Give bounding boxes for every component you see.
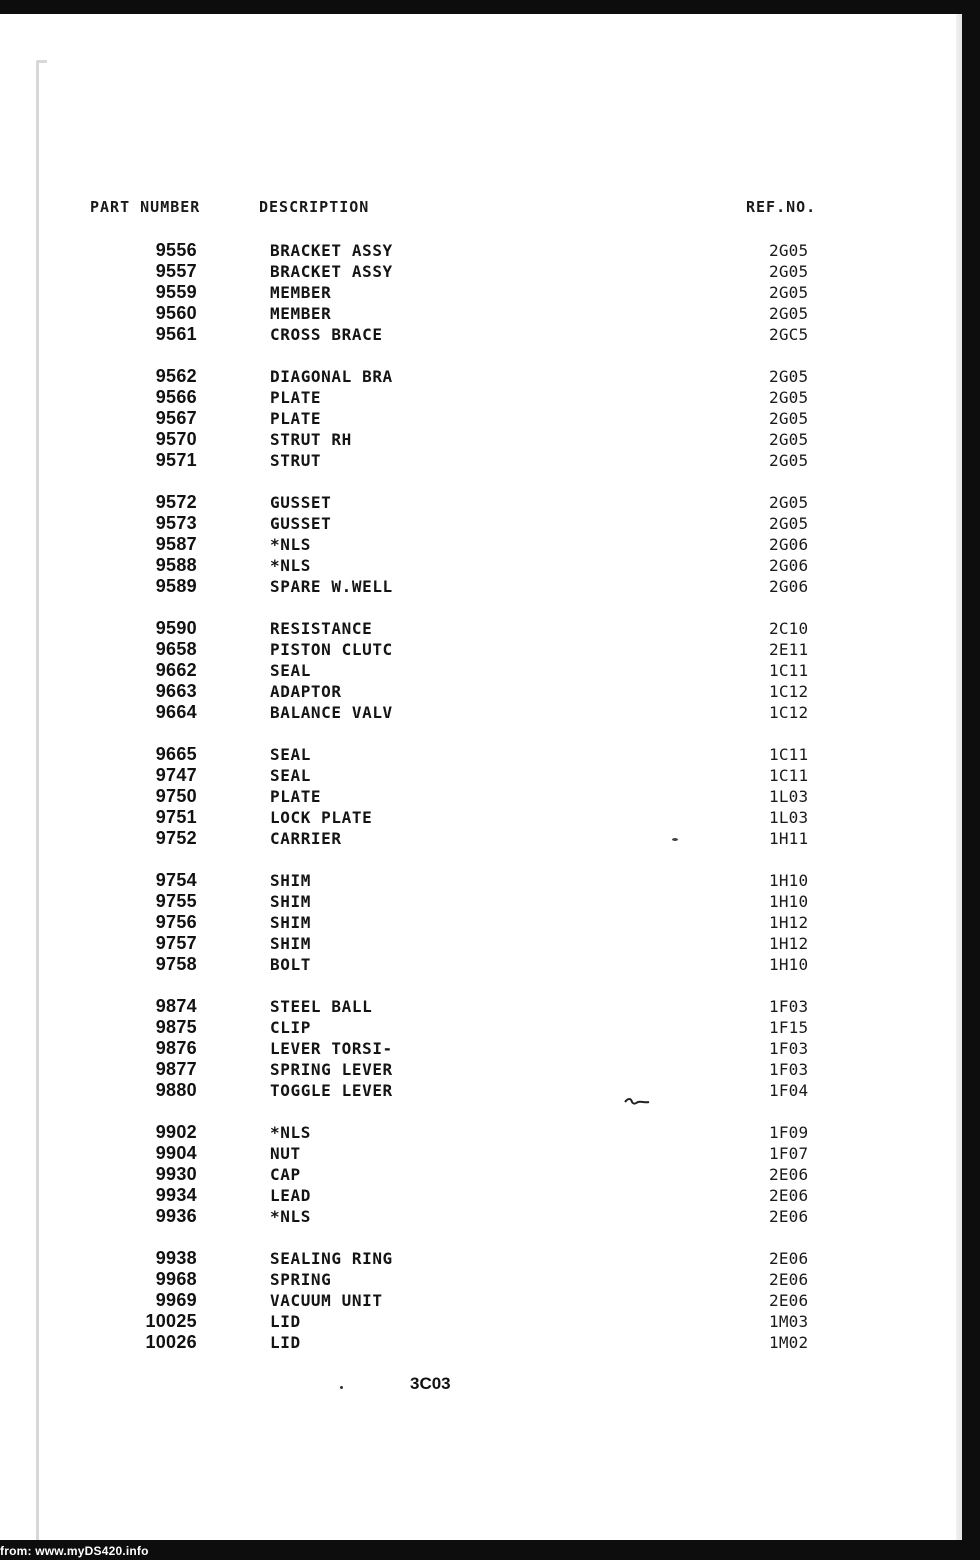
- part-number: 9571: [155, 450, 197, 470]
- part-number: 9567: [155, 408, 197, 428]
- part-description: STEEL BALL: [270, 997, 373, 1016]
- parts-group: [0, 744, 980, 849]
- ref-number: 2E06: [769, 1207, 809, 1226]
- table-row: [0, 681, 980, 702]
- part-description: SHIM: [270, 913, 311, 932]
- parts-list: [0, 240, 980, 1374]
- ref-number: 2C10: [769, 619, 809, 638]
- table-row: [0, 1311, 980, 1332]
- ref-number: 2G06: [769, 556, 809, 575]
- ref-number: 1H10: [769, 871, 809, 890]
- part-number: 9588: [155, 555, 197, 575]
- part-description: GUSSET: [270, 514, 332, 533]
- part-number: 9658: [155, 639, 197, 659]
- column-header-description: DESCRIPTION: [259, 198, 370, 216]
- ref-number: 2G05: [769, 241, 809, 260]
- parts-group: [0, 492, 980, 597]
- table-row: [0, 1017, 980, 1038]
- ref-number: 1L03: [769, 787, 809, 806]
- part-number: 9556: [155, 240, 197, 260]
- part-number: 9590: [155, 618, 197, 638]
- table-row: [0, 870, 980, 891]
- ref-number: 2G05: [769, 283, 809, 302]
- table-row: [0, 534, 980, 555]
- ref-number: 2E06: [769, 1291, 809, 1310]
- table-row: [0, 366, 980, 387]
- table-row: [0, 1143, 980, 1164]
- table-row: [0, 954, 980, 975]
- table-row: [0, 303, 980, 324]
- table-row: [0, 1332, 980, 1353]
- ref-number: 1F04: [769, 1081, 809, 1100]
- part-number: 9559: [155, 282, 197, 302]
- part-description: BALANCE VALV: [270, 703, 393, 722]
- part-description: *NLS: [270, 556, 311, 575]
- part-number: 9902: [155, 1122, 197, 1142]
- part-description: MEMBER: [270, 283, 332, 302]
- part-description: CLIP: [270, 1018, 311, 1037]
- ref-number: 2E06: [769, 1249, 809, 1268]
- table-row: [0, 786, 980, 807]
- table-row: [0, 765, 980, 786]
- part-number: 9566: [155, 387, 197, 407]
- ref-number: 1F03: [769, 1060, 809, 1079]
- part-number: 9969: [155, 1290, 197, 1310]
- part-description: CARRIER: [270, 829, 342, 848]
- part-description: LEAD: [270, 1186, 311, 1205]
- ref-number: 2G06: [769, 577, 809, 596]
- part-number: 9875: [155, 1017, 197, 1037]
- ref-number: 2E11: [769, 640, 809, 659]
- parts-group: [0, 240, 980, 345]
- part-number: 9587: [155, 534, 197, 554]
- parts-group: [0, 1248, 980, 1353]
- part-number: 9557: [155, 261, 197, 281]
- ref-number: 1M02: [769, 1333, 809, 1352]
- part-number: 9755: [155, 891, 197, 911]
- ref-number: 1H12: [769, 913, 809, 932]
- part-number: 9877: [155, 1059, 197, 1079]
- table-row: [0, 576, 980, 597]
- part-description: SEAL: [270, 661, 311, 680]
- table-row: [0, 1164, 980, 1185]
- part-number: 9756: [155, 912, 197, 932]
- table-row: [0, 1080, 980, 1101]
- stray-mark: [672, 838, 678, 841]
- ref-number: 2E06: [769, 1186, 809, 1205]
- part-description: LOCK PLATE: [270, 808, 373, 827]
- part-number: 9880: [155, 1080, 197, 1100]
- part-description: BOLT: [270, 955, 311, 974]
- part-number: 9934: [155, 1185, 197, 1205]
- part-description: LID: [270, 1333, 301, 1352]
- table-row: [0, 1206, 980, 1227]
- part-description: SEAL: [270, 745, 311, 764]
- table-row: [0, 891, 980, 912]
- part-number: 9930: [155, 1164, 197, 1184]
- source-footer: from: www.myDS420.info: [0, 1544, 149, 1558]
- ref-number: 1C11: [769, 661, 809, 680]
- ref-number: 2G06: [769, 535, 809, 554]
- part-description: MEMBER: [270, 304, 332, 323]
- ref-number: 1M03: [769, 1312, 809, 1331]
- part-description: STRUT RH: [270, 430, 352, 449]
- part-number: 9662: [155, 660, 197, 680]
- part-description: LEVER TORSI-: [270, 1039, 393, 1058]
- part-description: ADAPTOR: [270, 682, 342, 701]
- part-number: 9562: [155, 366, 197, 386]
- part-description: RESISTANCE: [270, 619, 373, 638]
- table-row: [0, 1290, 980, 1311]
- table-row: [0, 702, 980, 723]
- table-row: [0, 933, 980, 954]
- part-number: 9664: [155, 702, 197, 722]
- ref-number: 1C11: [769, 745, 809, 764]
- table-row: [0, 1059, 980, 1080]
- table-row: [0, 912, 980, 933]
- ref-number: 1F15: [769, 1018, 809, 1037]
- part-description: NUT: [270, 1144, 301, 1163]
- ref-number: 2G05: [769, 514, 809, 533]
- part-description: BRACKET ASSY: [270, 241, 393, 260]
- part-description: PLATE: [270, 388, 322, 407]
- part-number: 9665: [155, 744, 197, 764]
- part-description: SHIM: [270, 934, 311, 953]
- part-number: 9747: [155, 765, 197, 785]
- part-number: 9750: [155, 786, 197, 806]
- ref-number: 2G05: [769, 430, 809, 449]
- table-row: [0, 261, 980, 282]
- part-description: SPRING: [270, 1270, 332, 1289]
- table-row: [0, 996, 980, 1017]
- table-row: [0, 828, 980, 849]
- part-description: *NLS: [270, 1123, 311, 1142]
- parts-group: [0, 870, 980, 975]
- part-description: PLATE: [270, 787, 322, 806]
- column-header-ref-no: REF.NO.: [746, 198, 817, 216]
- table-row: [0, 1185, 980, 1206]
- page-code: 3C03: [410, 1374, 451, 1393]
- part-number: 9968: [155, 1269, 197, 1289]
- part-number: 9874: [155, 996, 197, 1016]
- part-description: *NLS: [270, 535, 311, 554]
- part-number: 9758: [155, 954, 197, 974]
- parts-group: [0, 1122, 980, 1227]
- ref-number: 1H10: [769, 955, 809, 974]
- part-number: 9904: [155, 1143, 197, 1163]
- part-number: 10025: [145, 1311, 197, 1331]
- table-row: [0, 639, 980, 660]
- table-row: [0, 408, 980, 429]
- part-number: 9938: [155, 1248, 197, 1268]
- table-row: [0, 450, 980, 471]
- ref-number: 1F03: [769, 1039, 809, 1058]
- table-row: [0, 807, 980, 828]
- ref-number: 2G05: [769, 367, 809, 386]
- table-row: [0, 492, 980, 513]
- ink-smudge: [624, 1098, 650, 1106]
- ref-number: 1F07: [769, 1144, 809, 1163]
- table-row: [0, 1122, 980, 1143]
- ref-number: 1C11: [769, 766, 809, 785]
- table-row: [0, 618, 980, 639]
- table-row: [0, 240, 980, 261]
- table-row: [0, 1248, 980, 1269]
- table-row: [0, 387, 980, 408]
- table-row: [0, 429, 980, 450]
- part-number: 9560: [155, 303, 197, 323]
- part-number: 9561: [155, 324, 197, 344]
- part-description: SPRING LEVER: [270, 1060, 393, 1079]
- part-description: SEAL: [270, 766, 311, 785]
- ref-number: 1H11: [769, 829, 809, 848]
- part-number: 9757: [155, 933, 197, 953]
- part-description: BRACKET ASSY: [270, 262, 393, 281]
- ref-number: 2G05: [769, 262, 809, 281]
- part-description: PLATE: [270, 409, 322, 428]
- ref-number: 2E06: [769, 1270, 809, 1289]
- part-number: 9663: [155, 681, 197, 701]
- part-description: PISTON CLUTC: [270, 640, 393, 659]
- part-description: GUSSET: [270, 493, 332, 512]
- part-number: 10026: [145, 1332, 197, 1352]
- column-header-part-number: PART NUMBER: [90, 198, 201, 216]
- part-description: DIAGONAL BRA: [270, 367, 393, 386]
- part-description: CAP: [270, 1165, 301, 1184]
- part-number: 9876: [155, 1038, 197, 1058]
- part-description: SEALING RING: [270, 1249, 393, 1268]
- scan-border-top: [0, 0, 980, 14]
- part-description: STRUT: [270, 451, 322, 470]
- ref-number: 2E06: [769, 1165, 809, 1184]
- part-description: TOGGLE LEVER: [270, 1081, 393, 1100]
- ref-number: 1C12: [769, 703, 809, 722]
- part-number: 9936: [155, 1206, 197, 1226]
- part-number: 9570: [155, 429, 197, 449]
- ref-number: 1F09: [769, 1123, 809, 1142]
- ref-number: 2G05: [769, 451, 809, 470]
- part-description: LID: [270, 1312, 301, 1331]
- part-description: SPARE W.WELL: [270, 577, 393, 596]
- part-number: 9589: [155, 576, 197, 596]
- part-description: SHIM: [270, 871, 311, 890]
- ref-number: 2G05: [769, 388, 809, 407]
- ref-number: 2GC5: [769, 325, 809, 344]
- table-row: [0, 660, 980, 681]
- stray-dot: [340, 1386, 343, 1389]
- part-number: 9573: [155, 513, 197, 533]
- part-number: 9754: [155, 870, 197, 890]
- ref-number: 2G05: [769, 304, 809, 323]
- table-row: [0, 744, 980, 765]
- table-row: [0, 513, 980, 534]
- table-row: [0, 1269, 980, 1290]
- table-row: [0, 555, 980, 576]
- ref-number: 2G05: [769, 409, 809, 428]
- table-row: [0, 324, 980, 345]
- parts-group: [0, 996, 980, 1101]
- ref-number: 1L03: [769, 808, 809, 827]
- part-description: VACUUM UNIT: [270, 1291, 383, 1310]
- part-number: 9751: [155, 807, 197, 827]
- part-number: 9572: [155, 492, 197, 512]
- table-row: [0, 1038, 980, 1059]
- parts-group: [0, 618, 980, 723]
- part-description: CROSS BRACE: [270, 325, 383, 344]
- ref-number: 1F03: [769, 997, 809, 1016]
- ref-number: 1H10: [769, 892, 809, 911]
- table-row: [0, 282, 980, 303]
- part-description: *NLS: [270, 1207, 311, 1226]
- parts-group: [0, 366, 980, 471]
- part-number: 9752: [155, 828, 197, 848]
- part-description: SHIM: [270, 892, 311, 911]
- ref-number: 2G05: [769, 493, 809, 512]
- ref-number: 1H12: [769, 934, 809, 953]
- ref-number: 1C12: [769, 682, 809, 701]
